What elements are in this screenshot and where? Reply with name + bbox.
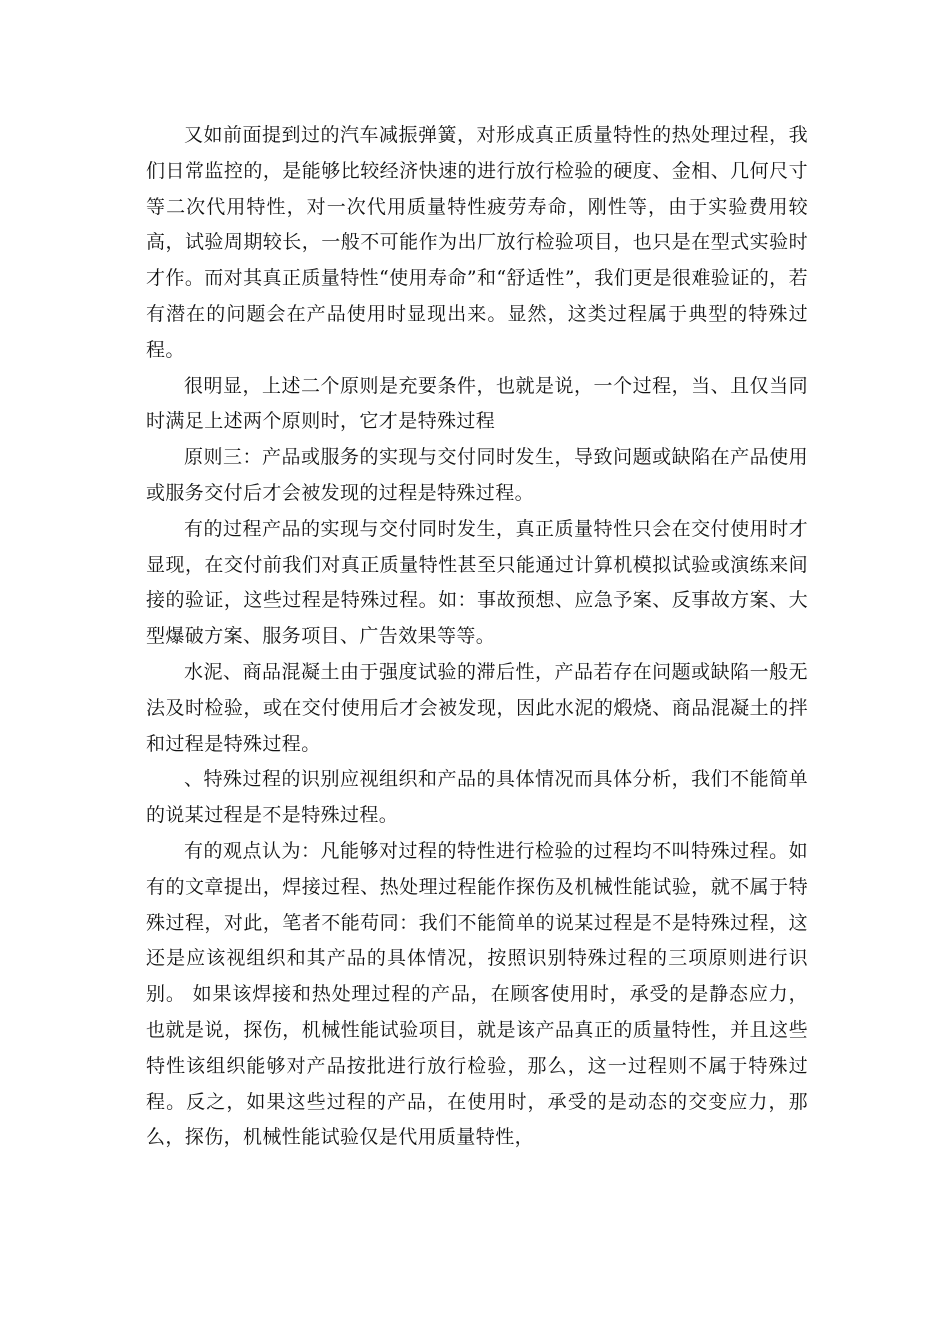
paragraph-1: 又如前面提到过的汽车减振弹簧，对形成真正质量特性的热处理过程，我们日常监控的，是能够比较经济快速的进行放行检验的硬度、金相、几何尺寸等二次代用特性，对一次代用质量特性疲劳寿命，刚性等，由于实验费用较高，试验周期较长，一般不可能作为出厂放行检验项目，也只是在型式实验时才作。而对其真正质量特性“使用寿命”和“舒适性”，我们更是很难验证的，若有潜在的问题会在产品使用时显现出来。显然，这类过程属于典型的特殊过程。 bbox=[146, 124, 808, 361]
paragraph-4: 有的过程产品的实现与交付同时发生，真正质量特性只会在交付使用时才显现，在交付前我们对真正质量特性甚至只能通过计算机模拟试验或演练来间接的验证，这些过程是特殊过程。如：事故预想、应急予案、反事故方案、大型爆破方案、服务项目、广告效果等等。 bbox=[146, 517, 808, 648]
paragraph-3: 原则三：产品或服务的实现与交付同时发生，导致问题或缺陷在产品使用或服务交付后才会被发现的过程是特殊过程。 bbox=[146, 446, 808, 504]
paragraph-6: 、特殊过程的识别应视组织和产品的具体情况而具体分析，我们不能简单的说某过程是不是特殊过程。 bbox=[146, 768, 808, 827]
paragraph-2: 很明显，上述二个原则是充要条件，也就是说，一个过程，当、且仅当同时满足上述两个原则时，它才是特殊过程 bbox=[146, 374, 808, 433]
document-body bbox=[146, 118, 808, 1156]
paragraph-5: 水泥、商品混凝土由于强度试验的滞后性，产品若存在问题或缺陷一般无法及时检验，或在交付使用后才会被发现，因此水泥的煅烧、商品混凝土的拌和过程是特殊过程。 bbox=[146, 660, 808, 755]
paragraph-7: 有的观点认为：凡能够对过程的特性进行检验的过程均不叫特殊过程。如有的文章提出，焊接过程、热处理过程能作探伤及机械性能试验，就不属于特殊过程，对此，笔者不能苟同：我们不能简单的说某过程是不是特殊过程，这还是应该视组织和其产品的具体情况，按照识别特殊过程的三项原则进行识别。 如果该焊接和热处理过程的产品，在顾客使用时，承受的是静态应力，也就是说，探伤，机械性能试验项目，就是该产品真正的质量特性，并且这些特性该组织能够对产品按批进行放行检验，那么，这一过程则不属于特殊过程。反之，如果这些过程的产品，在使用时，承受的是动态的交变应力，那么，探伤，机械性能试验仅是代用质量特性， bbox=[146, 839, 808, 1149]
